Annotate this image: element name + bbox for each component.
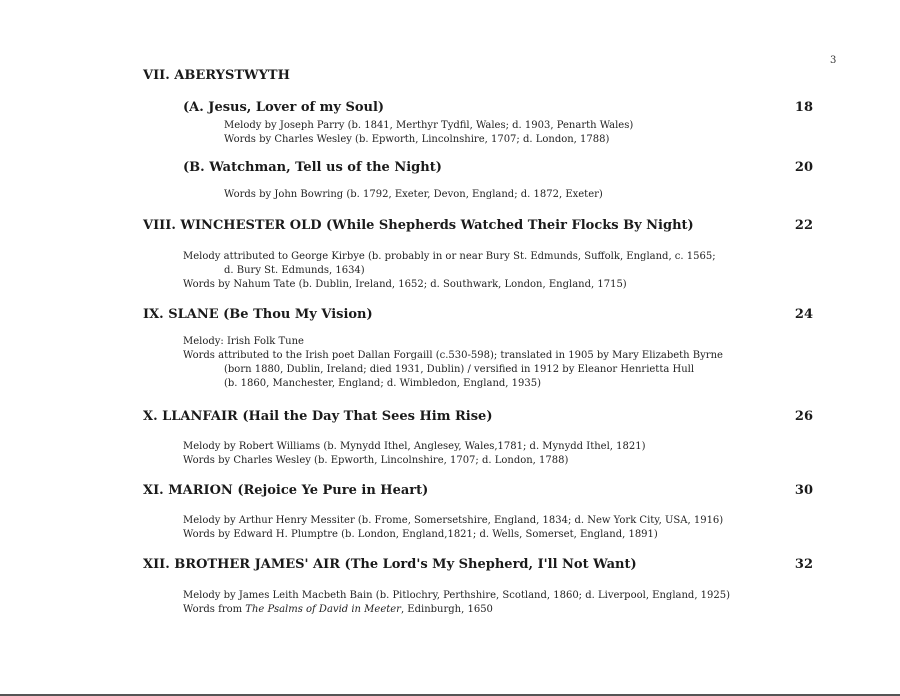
credit-line: Melody by Robert Williams (b. Mynydd Ithel, Anglesey, Wales,1781; d. Mynydd Ithel, 1821) bbox=[183, 441, 646, 452]
credit-line: Melody: Irish Folk Tune bbox=[183, 336, 304, 347]
hymn-title-ix: IX. SLANE (Be Thou My Vision) 24 bbox=[143, 307, 813, 322]
sub-hymn-title-vii-a: (A. Jesus, Lover of my Soul) 18 bbox=[183, 100, 813, 115]
page-ref: 20 bbox=[794, 160, 813, 175]
credit-line: Words by Nahum Tate (b. Dublin, Ireland, 1652; d. Southwark, London, England, 1715) bbox=[183, 279, 627, 290]
credit-line: Melody by James Leith Macbeth Bain (b. Pitlochry, Perthshire, Scotland, 1860; d. Liverpool, England, 1925) bbox=[183, 590, 731, 601]
page-ref: 24 bbox=[794, 307, 813, 322]
page-ref: 18 bbox=[794, 100, 813, 115]
credit-line: (born 1880, Dublin, Ireland; died 1931, Dublin) / versified in 1912 by Eleanor Henrietta Hull bbox=[224, 364, 695, 375]
credit-line: Melody by Joseph Parry (b. 1841, Merthyr Tydfil, Wales; d. 1903, Penarth Wales) bbox=[224, 120, 634, 131]
credit-line: (b. 1860, Manchester, England; d. Wimbledon, England, 1935) bbox=[224, 378, 541, 389]
page-ref: 30 bbox=[794, 483, 813, 498]
sub-hymn-title-vii-b: (B. Watchman, Tell us of the Night) 20 bbox=[183, 160, 813, 175]
hymn-title-x: X. LLANFAIR (Hail the Day That Sees Him Rise) 26 bbox=[143, 409, 813, 424]
hymn-title-vii: VII. ABERYSTWYTH bbox=[143, 68, 290, 83]
page-ref: 26 bbox=[794, 409, 813, 424]
credit-line: Words by Edward H. Plumptre (b. London, England,1821; d. Wells, Somerset, England, 1891) bbox=[183, 529, 658, 540]
credit-line: Words by Charles Wesley (b. Epworth, Lincolnshire, 1707; d. London, 1788) bbox=[183, 455, 569, 466]
credit-line: Melody attributed to George Kirbye (b. probably in or near Bury St. Edmunds, Suffolk, England, c. 1565; bbox=[183, 251, 716, 262]
page-ref: 32 bbox=[794, 557, 813, 572]
credit-line: d. Bury St. Edmunds, 1634) bbox=[224, 265, 365, 276]
hymn-title-viii: VIII. WINCHESTER OLD (While Shepherds Watched Their Flocks By Night) 22 bbox=[143, 218, 813, 233]
credit-line: Words by Charles Wesley (b. Epworth, Lincolnshire, 1707; d. London, 1788) bbox=[224, 134, 610, 145]
page-number: 3 bbox=[830, 55, 837, 66]
credit-line: Words from The Psalms of David in Meeter, Edinburgh, 1650 bbox=[183, 604, 493, 615]
credit-line: Melody by Arthur Henry Messiter (b. Frome, Somersetshire, England, 1834; d. New York City, USA, 1916) bbox=[183, 515, 724, 526]
hymn-title-xi: XI. MARION (Rejoice Ye Pure in Heart) 30 bbox=[143, 483, 813, 498]
credit-line: Words by John Bowring (b. 1792, Exeter, Devon, England; d. 1872, Exeter) bbox=[224, 189, 603, 200]
page-ref: 22 bbox=[794, 218, 813, 233]
psalter-title: The Psalms of David in Meeter bbox=[245, 604, 401, 615]
credit-line: Words attributed to the Irish poet Dallan Forgaill (c.530-598); translated in 1905 by Mary Elizabeth Byrne bbox=[183, 350, 723, 361]
hymn-title-xii: XII. BROTHER JAMES' AIR (The Lord's My Shepherd, I'll Not Want) 32 bbox=[143, 557, 813, 572]
